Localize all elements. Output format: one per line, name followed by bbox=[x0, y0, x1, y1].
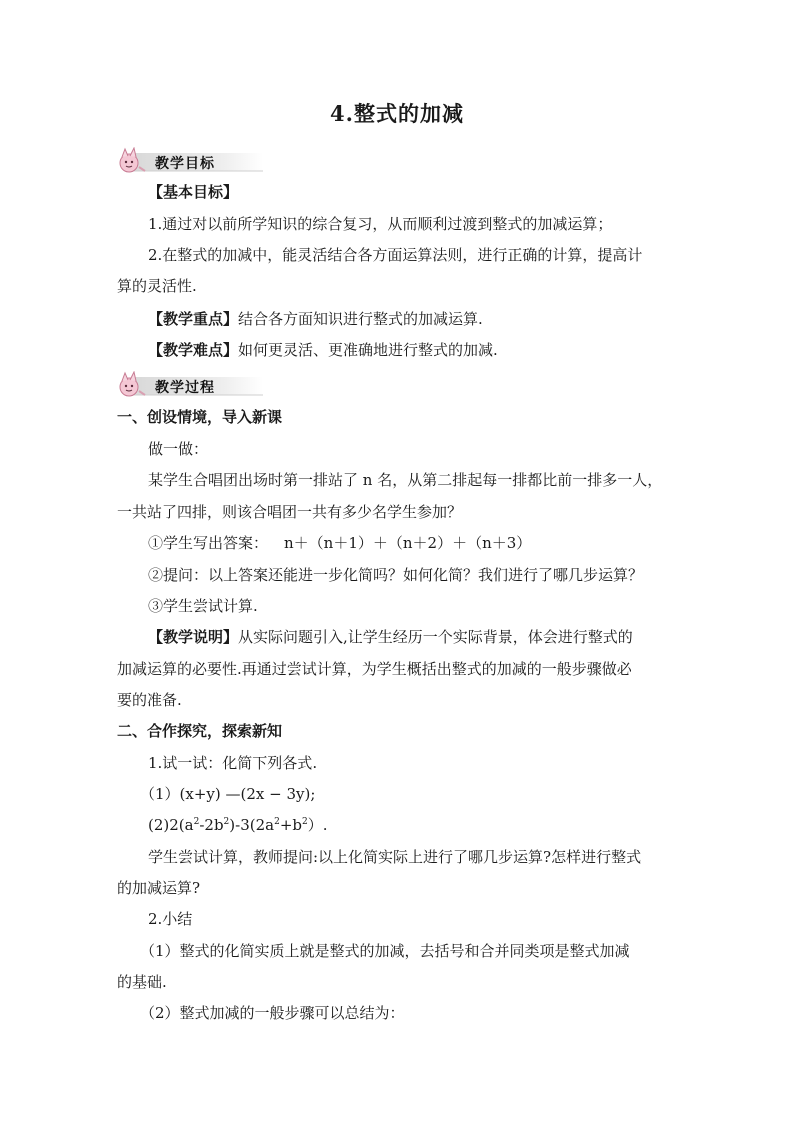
exercise-1: （1）(x+y) —(2x − 3y); bbox=[140, 785, 316, 803]
question-line2: 的加减运算? bbox=[117, 879, 201, 897]
step2: ②提问：以上答案还能进一步化简吗？如何化简？我们进行了哪几步运算？ bbox=[148, 566, 644, 584]
section-banner-goals bbox=[117, 147, 263, 177]
question-line1: 学生尝试计算，教师提问:以上化简实际上进行了哪几步运算?怎样进行整式 bbox=[148, 848, 642, 866]
ex2-sup: 2 bbox=[193, 817, 200, 827]
part2-heading: 二、合作探究，探索新知 bbox=[117, 722, 283, 740]
step3: ③学生尝试计算. bbox=[148, 597, 258, 615]
part1-heading: 一、创设情境，导入新课 bbox=[117, 408, 283, 426]
ex2-sup: 2 bbox=[274, 817, 280, 827]
key-point-text: 结合各方面知识进行整式的加减运算. bbox=[238, 310, 483, 328]
difficulty-paragraph bbox=[148, 340, 498, 360]
teaching-note-label: 【教学说明】 bbox=[148, 628, 239, 646]
ex2-part: +b bbox=[279, 816, 302, 834]
goal-item-2-line2: 算的灵活性. bbox=[117, 277, 197, 295]
problem-line1: 某学生合唱团出场时第一排站了 n 名，从第二排起每一排都比前一排多一人， bbox=[148, 471, 663, 489]
exercise-2 bbox=[148, 815, 328, 835]
goal-item-1: 1.通过对以前所学知识的综合复习，从而顺利过渡到整式的加减运算； bbox=[148, 215, 613, 233]
basic-goal-label: 【基本目标】 bbox=[148, 183, 239, 201]
summary1-line2: 的基础. bbox=[117, 973, 167, 991]
teaching-note-line2: 加减运算的必要性.再通过尝试计算，为学生概括出整式的加减的一般步骤做必 bbox=[117, 660, 632, 678]
ex2-part: (2)2(a bbox=[148, 816, 194, 834]
problem-line2: 一共站了四排，则该合唱团一共有多少名学生参加？ bbox=[117, 503, 463, 521]
section-banner-process bbox=[117, 371, 263, 401]
section-title-goals: 教学目标 bbox=[155, 156, 215, 172]
ex2-sup: 2 bbox=[302, 817, 308, 827]
section-title-process: 教学过程 bbox=[155, 380, 215, 396]
summary-title: 2.小结 bbox=[148, 910, 193, 928]
step1 bbox=[148, 533, 531, 553]
ex2-part: -2b bbox=[199, 816, 224, 834]
ex2-part: )-3(2a bbox=[229, 816, 275, 834]
summary2: （2）整式加减的一般步骤可以总结为： bbox=[140, 1004, 405, 1022]
difficulty-text: 如何更灵活、更准确地进行整式的加减. bbox=[238, 341, 498, 359]
part1-try: 做一做： bbox=[148, 440, 209, 458]
difficulty-label: 【教学难点】 bbox=[148, 341, 239, 359]
goal-item-2-line1: 2.在整式的加减中，能灵活结合各方面运算法则，进行正确的计算，提高计 bbox=[148, 246, 643, 264]
step1-formula: n＋（n＋1）＋（n＋2）＋（n＋3） bbox=[284, 534, 532, 552]
key-point-paragraph bbox=[148, 309, 483, 329]
step1-prefix: ①学生写出答案： bbox=[148, 534, 269, 552]
teaching-note-line1 bbox=[148, 627, 633, 647]
summary1-line1: （1）整式的化简实质上就是整式的加减，去括号和合并同类项是整式加减 bbox=[140, 942, 630, 960]
try-title: 1.试一试：化简下列各式. bbox=[148, 754, 318, 772]
teaching-note-line3: 要的准备. bbox=[117, 691, 182, 709]
page-title: 4.整式的加减 bbox=[330, 101, 464, 126]
key-point-label: 【教学重点】 bbox=[148, 310, 239, 328]
teaching-note-text: 从实际问题引入,让学生经历一个实际背景，体会进行整式的 bbox=[238, 628, 633, 646]
ex2-part: ）. bbox=[307, 816, 328, 834]
ex2-sup: 2 bbox=[223, 817, 230, 827]
